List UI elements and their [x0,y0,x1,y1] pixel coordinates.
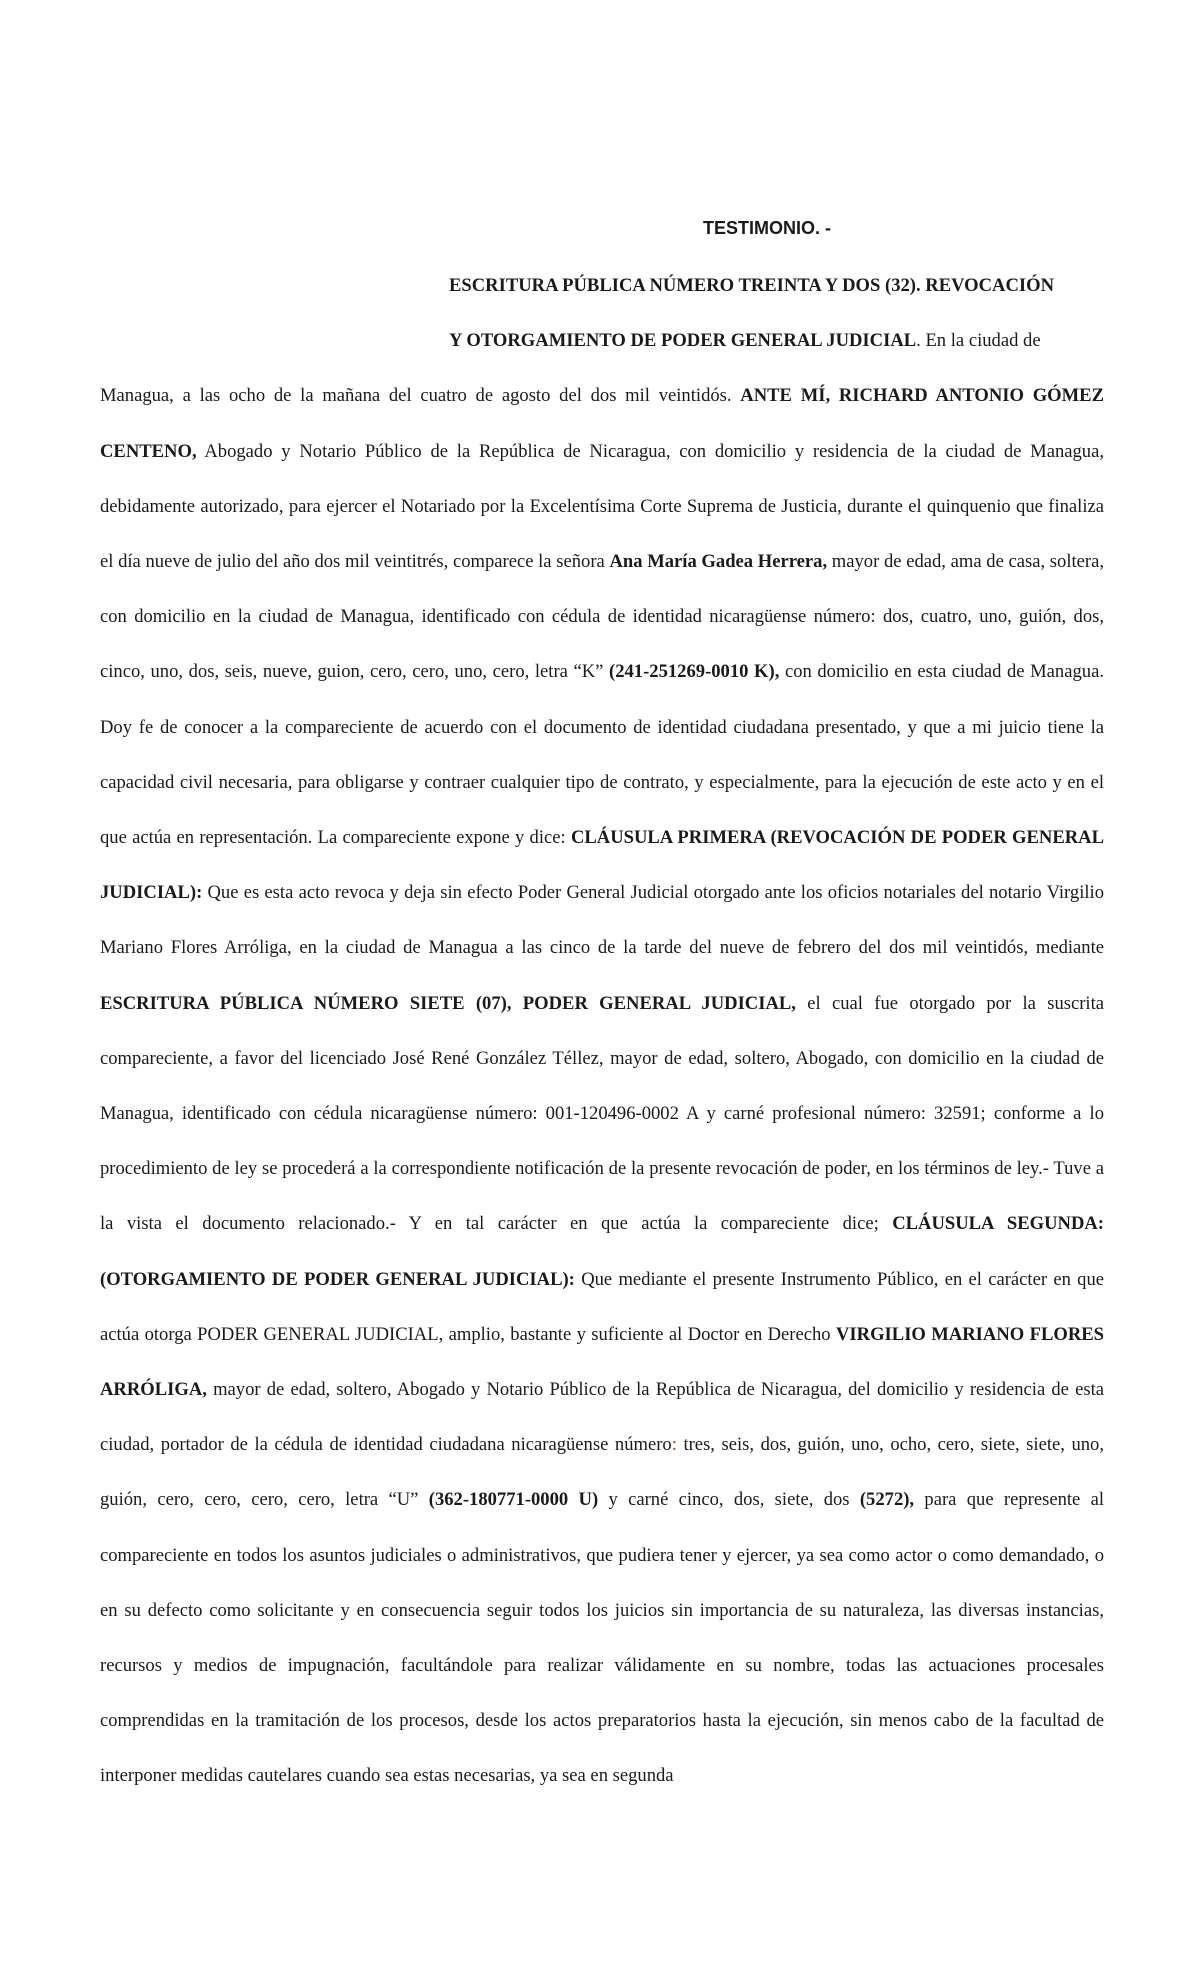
appearing-party-name: Ana María Gadea Herrera, [609,551,828,573]
appearing-party-details: mayor de edad, ama de casa, soltera, con domicilio en la ciudad de Managua, identificado con cédula de identidad nicaragüense número: dos, cuatro, uno, guión, dos, cinco, uno, dos, seis, nueve, guion, cero, cero, uno, cero, letra “K” [100,551,1105,683]
appearing-party-id: (241-251269-0010 K), [609,661,780,683]
clause-one-title: CLÁUSULA PRIMERA (REVOCACIÓN DE PODER GENERAL JUDICIAL): [100,827,1104,904]
attorney-id-colon: : [671,1434,677,1456]
deed-title-line-2 [100,330,1041,351]
deed-title-part-1: ESCRITURA PÚBLICA NÚMERO TREINTA Y DOS (32). REVOCACIÓN [449,275,1055,296]
clause-one-text: Que es esta acto revoca y deja sin efecto Poder General Judicial otorgado ante los oficios notariales del notario Virgilio Mariano Flores Arróliga, en la ciudad de Managua a las cinco de la tarde del nueve de febrero del dos mil veintidós, mediante [100,882,1104,959]
deed-location-intro: . En la ciudad de [916,330,1041,352]
deed-date-text: Managua, a las ocho de la mañana del cuatro de agosto del dos mil veintidós. [100,385,732,407]
document-body [100,258,1104,1804]
notary-intro: ANTE MÍ, RICHARD ANTONIO GÓMEZ [740,385,1104,407]
clause-two-text: Que mediante el presente Instrumento Público, en el carácter en que actúa otorga PODER GENERAL JUDICIAL, amplio, bastante y suficiente al Doctor en Derecho [100,1268,1105,1345]
attorney-details: mayor de edad, soltero, Abogado y Notario Público de la República de Nicaragua, del domicilio y residencia de esta ciudad, portador de la cédula de identidad ciudadana nicaragüense número [100,1379,1104,1456]
attorney-id-spelled: tres, seis, dos, guión, uno, ocho, cero, siete, siete, uno, guión, cero, cero, cero, cero, letra “U” [100,1434,1104,1511]
attorney-license-spelled: y carné cinco, dos, siete, dos [608,1489,850,1511]
notary-credentials-text: Abogado y Notario Público de la República de Nicaragua, con domicilio y residencia de la ciudad de Managua, debidamente autorizado, para ejercer el Notariado por la Excelentísima Corte Suprema de Justicia, durante el quinquenio que finaliza el día nueve de julio del año dos mil veintitrés, comparece la señora [100,440,1105,573]
deed-title-line-1 [100,275,1054,296]
attorney-name: VIRGILIO MARIANO FLORES ARRÓLIGA, [100,1323,1104,1401]
clause-two-title: CLÁUSULA SEGUNDA: (OTORGAMIENTO DE PODER GENERAL JUDICIAL): [100,1213,1105,1290]
revocation-details-text: el cual fue otorgado por la suscrita compareciente, a favor del licenciado José René González Téllez, mayor de edad, soltero, Abogado, con domicilio en la ciudad de Managua, identificado con cédula nicaragüense número: 001-120496-0002 A y carné profesional número: 32591; conforme a lo procedimiento de ley se procederá a la correspondiente notificación de la presente revocación de poder, en los términos de ley.- Tuve a la vista el documento relacionado.- Y en tal carácter en que actúa la compareciente dice; [100,992,1105,1235]
attorney-id: (362-180771-0000 U) [428,1489,599,1511]
notary-surname: CENTENO, [100,440,197,462]
attorney-license-number: (5272), [859,1489,915,1511]
powers-granted-text: para que represente al compareciente en todos los asuntos judiciales o administrativos, que pudiera tener y ejercer, ya sea como actor o como demandado, o en su defecto como solicitante y en consecuencia seguir todos los juicios sin importancia de su naturaleza, las diversas instancias, recursos y medios de impugnación, facultándole para realizar válidamente en su nombre, todas las actuaciones procesales comprendidas en la tramitación de los procesos, desde los actos preparatorios hasta la ejecución, sin menos cabo de la facultad de interponer medidas cautelares cuando sea estas necesarias, ya sea en segunda [100,1489,1105,1787]
document-heading: TESTIMONIO. - [703,218,831,238]
identity-attestation-text: con domicilio en esta ciudad de Managua. Doy fe de conocer a la compareciente de acuerdo con el documento de identidad ciudadana presentado, y que a mi juicio tiene la capacidad civil necesaria, para obligarse y contraer cualquier tipo de contrato, y especialmente, para la ejecución de este acto y en el que actúa en representación. La compareciente expone y dice: [100,661,1104,849]
prior-deed-reference: ESCRITURA PÚBLICA NÚMERO SIETE (07), PODER GENERAL JUDICIAL, [100,992,796,1014]
deed-title-part-2: Y OTORGAMIENTO DE PODER GENERAL JUDICIAL [449,330,917,352]
